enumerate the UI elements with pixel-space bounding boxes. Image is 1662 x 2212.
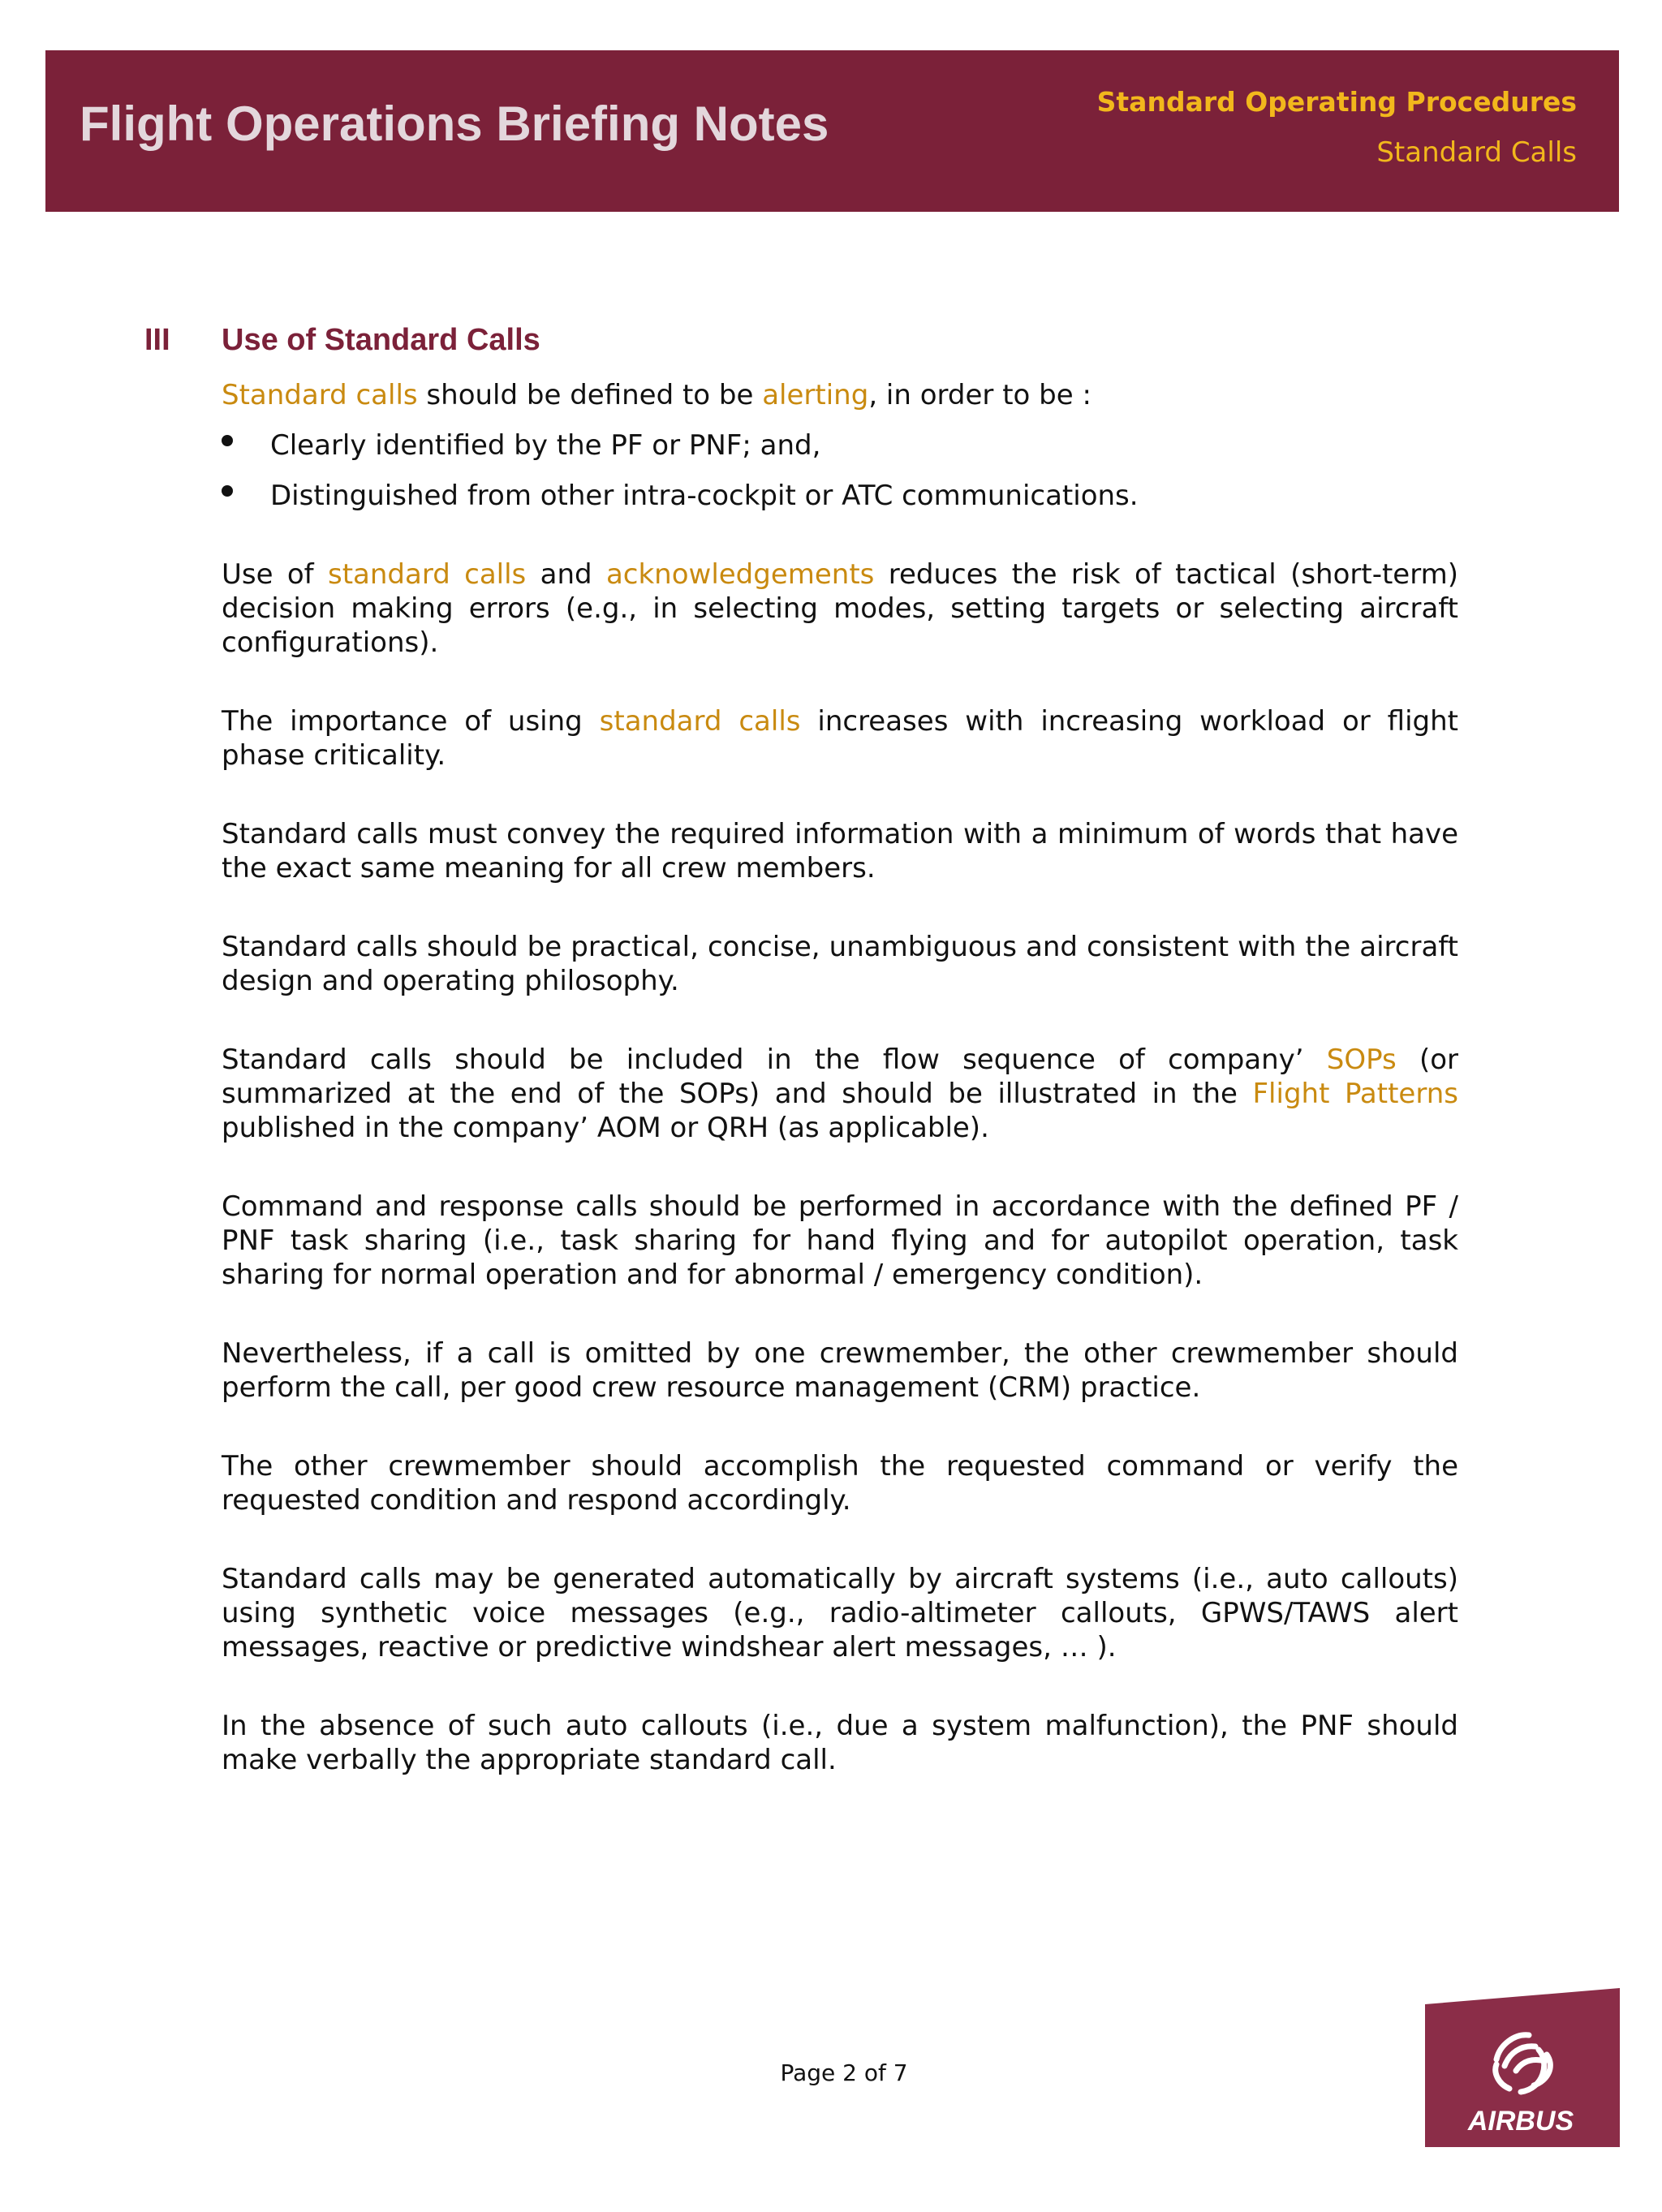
- text-run: The importance of using: [222, 705, 600, 738]
- document-header: [45, 50, 1619, 212]
- paragraph-other-crewmember: The other crewmember should accomplish the requested command or verify the requested condition and respond accordingly.: [222, 1450, 1458, 1517]
- header-title: Flight Operations Briefing Notes: [80, 97, 829, 151]
- highlight-term: alerting: [762, 379, 869, 411]
- highlight-term: Flight Patterns: [1252, 1078, 1458, 1110]
- bullet-item: [222, 428, 1458, 463]
- airbus-logo: [1425, 1988, 1620, 2147]
- header-subtitle: Standard Calls: [1376, 136, 1577, 169]
- bullet-icon: [222, 435, 233, 446]
- bullet-list: [222, 428, 1458, 513]
- bullet-text: Clearly identified by the PF or PNF; and,: [270, 429, 821, 462]
- text-run: increases with increasing workload or flight phase criticality.: [222, 705, 1458, 772]
- highlight-term: standard calls: [599, 705, 801, 738]
- paragraph-convey: Standard calls must convey the required information with a minimum of words that have the exact same meaning for all crew members.: [222, 818, 1458, 884]
- highlight-term: acknowledgements: [605, 558, 875, 591]
- header-right: [1097, 86, 1577, 169]
- section-number: III: [144, 323, 170, 357]
- bullet-item: [222, 479, 1458, 513]
- text-run: should be defined to be: [417, 379, 763, 411]
- bullet-icon: [222, 485, 233, 497]
- paragraph-sops: [222, 1043, 1458, 1145]
- paragraph-omitted-call: Nevertheless, if a call is omitted by one crewmember, the other crewmember should perform the call, per good crew resource management (CRM) practice.: [222, 1337, 1458, 1404]
- paragraph-command-response: Command and response calls should be performed in accordance with the defined PF / PNF task sharing (i.e., task sharing for hand flying and for autopilot operation, task sharing for normal operation and for abnormal / emergency condition).: [222, 1190, 1458, 1291]
- section-title: Use of Standard Calls: [222, 323, 540, 357]
- highlight-term: standard calls: [327, 558, 527, 591]
- intro-paragraph: [222, 378, 1458, 412]
- paragraph-acknowledgements: [222, 557, 1458, 660]
- text-run: (or summarized at the end of the SOPs) and should be illustrated in the: [222, 1044, 1459, 1110]
- text-run: published in the company’ AOM or QRH (as applicable).: [222, 1112, 989, 1144]
- airbus-wordmark: AIRBUS: [1467, 2106, 1574, 2137]
- text-run: , in order to be :: [868, 379, 1091, 411]
- text-run: and: [526, 558, 606, 591]
- document-body: [222, 378, 1458, 1822]
- paragraph-importance: [222, 704, 1458, 772]
- page-number: Page 2 of 7: [780, 2059, 908, 2086]
- paragraph-auto-callouts: Standard calls may be generated automatically by aircraft systems (i.e., auto callouts) using synthetic voice messages (e.g., radio-altimeter callouts, GPWS/TAWS alert messages, reactive or predictive windshear alert messages, … ).: [222, 1563, 1458, 1663]
- highlight-term: SOPs: [1326, 1044, 1397, 1076]
- highlight-term: Standard calls: [222, 379, 418, 411]
- text-run: Use of: [222, 558, 328, 591]
- header-category: Standard Operating Procedures: [1096, 86, 1577, 118]
- bullet-text: Distinguished from other intra-cockpit or ATC communications.: [270, 480, 1139, 512]
- text-run: Standard calls should be included in the flow sequence of company’: [222, 1044, 1327, 1076]
- paragraph-practical: Standard calls should be practical, concise, unambiguous and consistent with the aircraft design and operating philosophy.: [222, 931, 1458, 997]
- text-run: reduces the risk of tactical (short-term) decision making errors (e.g., in selecting modes, setting targets or selecting aircraft configurations).: [222, 558, 1458, 659]
- paragraph-absence: In the absence of such auto callouts (i.e., due a system malfunction), the PNF should make verbally the appropriate standard call.: [222, 1710, 1458, 1776]
